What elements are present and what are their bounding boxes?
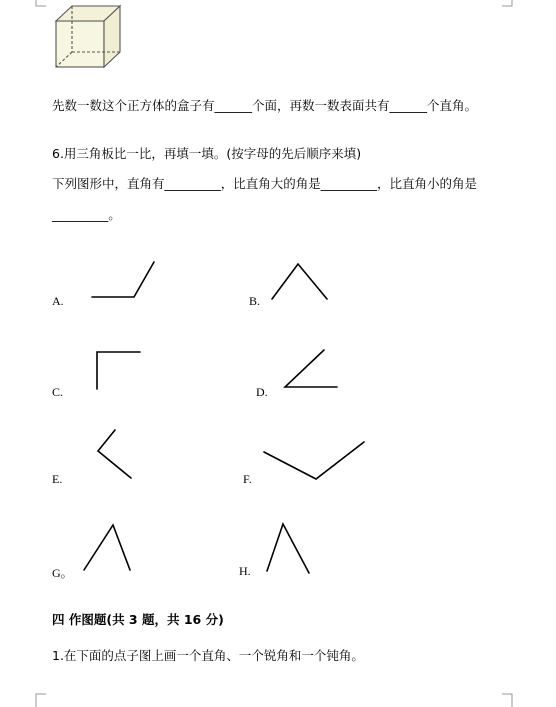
angle-b [272, 264, 327, 299]
angle-g [84, 525, 130, 570]
option-d-label: D. [256, 385, 268, 399]
option-e-label: E. [52, 472, 63, 486]
angle-e [98, 430, 131, 478]
section4-title: 四 作图题(共 3 题，共 16 分) [52, 612, 224, 627]
angle-c [97, 352, 140, 389]
option-c-label: C. [52, 385, 64, 399]
angle-d [285, 350, 337, 387]
q6-title: 6.用三角板比一比，再填一填。(按字母的先后顺序来填) [52, 146, 362, 161]
option-a-label: A. [52, 294, 64, 308]
q6-line2: _________。 [52, 207, 121, 222]
angle-h [267, 524, 309, 573]
option-b-label: B. [249, 294, 261, 308]
cube-question: 先数一数这个正方体的盒子有______个面，再数一数表面共有______个直角。 [52, 98, 478, 113]
option-f-label: F. [243, 472, 252, 486]
section4-q1: 1.在下面的点子图上画一个直角、一个锐角和一个钝角。 [52, 648, 364, 663]
q6-line1: 下列图形中，直角有_________，比直角大的角是_________，比直角小的角是 [52, 176, 478, 191]
option-g-label: G。 [52, 566, 73, 580]
angle-a [92, 262, 154, 297]
option-h-label: H. [239, 564, 251, 578]
angle-f [264, 442, 364, 479]
